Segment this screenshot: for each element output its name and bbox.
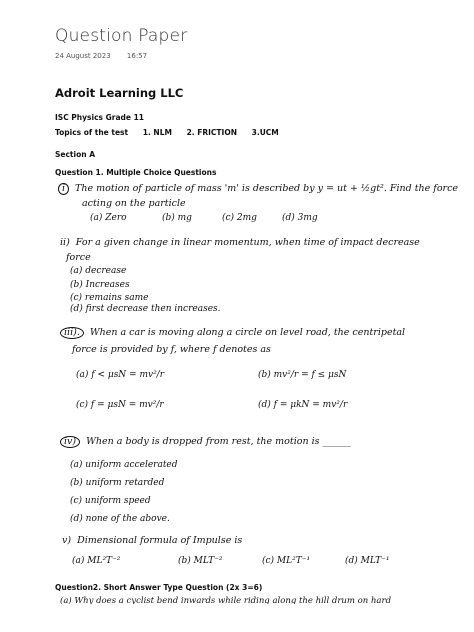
option: (a) decrease xyxy=(70,266,127,276)
option: (a) Zero xyxy=(90,213,127,223)
topic-item: 3.UCM xyxy=(251,128,279,137)
organization-name: Adroit Learning LLC xyxy=(55,86,184,100)
option: (b) mv²/r = f ≤ μsN xyxy=(258,370,347,380)
question-number: iii). xyxy=(60,327,84,339)
option: (c) uniform speed xyxy=(70,496,151,506)
question-number: iv) xyxy=(60,436,80,448)
question-stem xyxy=(62,535,242,546)
option: (c) 2mg xyxy=(222,213,257,223)
topic-item: 2. FRICTION xyxy=(186,128,237,137)
question-text-line: force is provided by f, where f denotes as xyxy=(72,344,271,355)
option: (b) MLT⁻² xyxy=(178,556,223,566)
question-number: i xyxy=(58,183,69,195)
question-text-line: When a car is moving along a circle on level road, the centripetal xyxy=(89,327,406,338)
option: (d) first decrease then increases. xyxy=(70,304,221,314)
question-number: v) xyxy=(62,535,72,546)
option: (a) ML²T⁻² xyxy=(72,556,121,566)
question-1-heading: Question 1. Multiple Choice Questions xyxy=(55,168,217,177)
question-stem xyxy=(58,183,458,195)
option: (b) mg xyxy=(162,213,192,223)
topics-line xyxy=(55,128,291,137)
option: (d) f = μkN = mv²/r xyxy=(258,400,348,410)
option: (c) f = μsN = mv²/r xyxy=(76,400,164,410)
question-2-heading: Question2. Short Answer Type Question (2x 3=6) xyxy=(55,583,263,592)
question-text-line: (a) Why does a cyclist bend inwards while riding along the hill drum on hard xyxy=(60,596,392,604)
option: (a) f < μsN = mv²/r xyxy=(76,370,165,380)
date-time-line xyxy=(55,52,161,60)
option: (d) MLT⁻¹ xyxy=(345,556,390,566)
option: (b) uniform retarded xyxy=(70,478,165,488)
option: (c) ML²T⁻¹ xyxy=(262,556,311,566)
grade-label: ISC Physics Grade 11 xyxy=(55,113,145,122)
cut-off-line xyxy=(60,596,430,604)
page-title: Question Paper xyxy=(55,26,188,46)
question-stem xyxy=(60,327,405,339)
question-stem xyxy=(60,237,420,248)
option: (c) remains same xyxy=(70,293,149,303)
option: (b) Increases xyxy=(70,280,130,290)
question-stem xyxy=(60,436,351,448)
option: (d) 3mg xyxy=(282,213,318,223)
question-text-line: For a given change in linear momentum, when time of impact decrease xyxy=(75,237,420,248)
question-text-line: When a body is dropped from rest, the motion is ______ xyxy=(86,436,352,447)
section-heading: Section A xyxy=(55,150,95,159)
time-text: 16:57 xyxy=(126,52,148,60)
option: (d) none of the above. xyxy=(70,514,170,524)
date-text: 24 August 2023 xyxy=(55,52,111,60)
option: (a) uniform accelerated xyxy=(70,460,178,470)
topic-item: 1. NLM xyxy=(142,128,172,137)
topics-label: Topics of the test xyxy=(55,128,129,137)
question-text-line: Dimensional formula of Impulse is xyxy=(77,535,243,546)
question-text-line: The motion of particle of mass 'm' is described by y = ut + ½gt². Find the force xyxy=(75,183,459,194)
question-text-line: force xyxy=(66,252,91,263)
question-text-line: acting on the particle xyxy=(82,198,186,209)
question-number: ii) xyxy=(60,237,70,248)
